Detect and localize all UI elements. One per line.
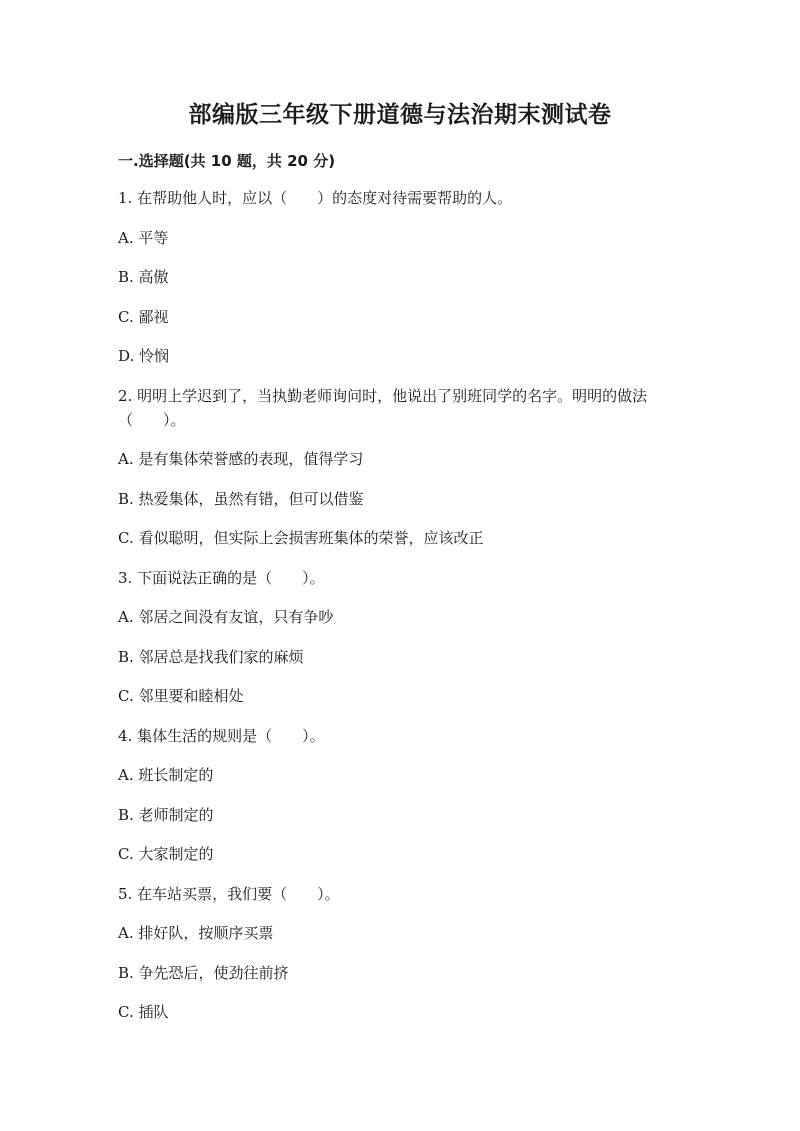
question-5 bbox=[118, 882, 678, 1025]
option: A. 班长制定的 bbox=[118, 766, 214, 784]
question-stem: 2. 明明上学迟到了，当执勤老师询问时，他说出了别班同学的名字。明明的做法（ ）。 bbox=[118, 386, 648, 429]
page-title: 部编版三年级下册道德与法治期末测试卷 bbox=[188, 102, 612, 128]
question-1 bbox=[118, 186, 678, 368]
option: B. 争先恐后，使劲往前挤 bbox=[118, 963, 289, 982]
option: A. 是有集体荣誉感的表现，值得学习 bbox=[118, 450, 364, 468]
question-stem: 5. 在车站买票，我们要（ ）。 bbox=[118, 884, 340, 903]
question-4 bbox=[118, 724, 678, 867]
option: B. 高傲 bbox=[118, 268, 169, 286]
question-2 bbox=[118, 384, 678, 551]
option: B. 邻居总是找我们家的麻烦 bbox=[118, 647, 304, 666]
section-heading: 一.选择题(共 10 题，共 20 分) bbox=[118, 152, 336, 170]
option: A. 排好队，按顺序买票 bbox=[118, 924, 274, 942]
option: C. 鄙视 bbox=[118, 307, 169, 326]
option: A. 邻居之间没有友谊，只有争吵 bbox=[118, 608, 334, 626]
option: A. 平等 bbox=[118, 228, 169, 247]
question-list bbox=[118, 186, 678, 1040]
option: B. 老师制定的 bbox=[118, 805, 214, 824]
option: C. 看似聪明，但实际上会损害班集体的荣誉，应该改正 bbox=[118, 529, 484, 547]
option: C. 邻里要和睦相处 bbox=[118, 687, 244, 705]
option: B. 热爱集体，虽然有错，但可以借鉴 bbox=[118, 489, 364, 508]
question-stem: 1. 在帮助他人时，应以（ ）的态度对待需要帮助的人。 bbox=[118, 189, 513, 207]
question-stem: 3. 下面说法正确的是（ ）。 bbox=[118, 568, 325, 587]
option: D. 怜悯 bbox=[118, 347, 170, 365]
option: C. 大家制定的 bbox=[118, 845, 214, 863]
question-3 bbox=[118, 566, 678, 709]
question-stem: 4. 集体生活的规则是（ ）。 bbox=[118, 726, 325, 745]
option: C. 插队 bbox=[118, 1003, 169, 1021]
